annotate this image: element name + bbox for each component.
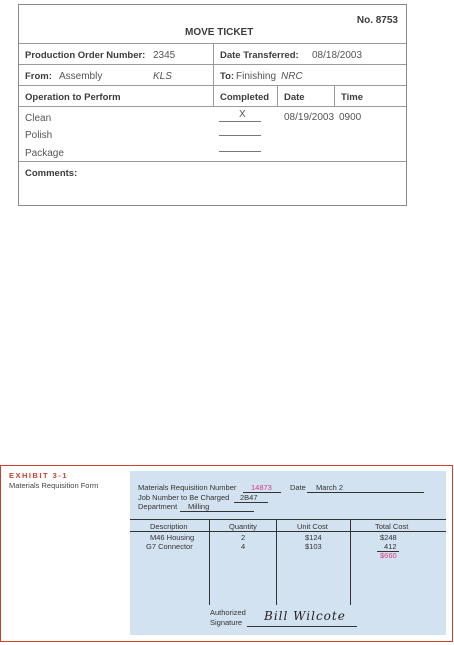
materials-requisition-form <box>130 471 446 635</box>
column-divider <box>276 519 277 605</box>
operation-date: 08/19/2003 <box>284 112 335 123</box>
operation-name: Package <box>25 148 64 159</box>
department-label: Department <box>138 502 178 511</box>
column-header-unit-cost: Unit Cost <box>297 522 328 531</box>
column-header-description: Description <box>150 522 188 531</box>
move-ticket <box>18 4 407 206</box>
from-code: KLS <box>153 71 172 82</box>
requisition-number-label: Materials Requisition Number <box>138 483 237 492</box>
department-line <box>180 511 254 512</box>
grand-total: $660 <box>380 551 397 560</box>
column-header-quantity: Quantity <box>229 522 257 531</box>
date-label: Date <box>290 483 306 492</box>
table-header-line <box>130 531 446 532</box>
comments-label: Comments: <box>25 168 78 179</box>
department-value: Milling <box>188 502 210 511</box>
to-code: NRC <box>281 71 303 82</box>
signature-line <box>247 626 357 627</box>
move-ticket-title: MOVE TICKET <box>185 27 254 38</box>
row-total-cost: $248 <box>380 533 397 542</box>
date-transferred-label: Date Transferred: <box>220 50 299 61</box>
to-value: Finishing <box>236 71 277 82</box>
authorized-label: Authorized <box>210 608 246 617</box>
date-transferred-value: 08/18/2003 <box>312 50 363 61</box>
from-label: From: <box>25 71 52 82</box>
column-divider <box>350 519 351 605</box>
operation-name: Clean <box>25 113 52 124</box>
date-header: Date <box>284 92 305 103</box>
production-order-label: Production Order Number: <box>25 50 146 61</box>
row-divider <box>19 161 406 162</box>
row-description: G7 Connector <box>146 542 193 551</box>
row-description: M46 Housing <box>150 533 195 542</box>
completed-blank <box>219 121 261 122</box>
row-unit-cost: $124 <box>305 533 322 542</box>
row-quantity: 2 <box>241 533 246 542</box>
job-number-label: Job Number to Be Charged <box>138 493 230 502</box>
date-line <box>307 492 424 493</box>
column-header-total-cost: Total Cost <box>375 522 409 531</box>
column-divider <box>277 85 278 106</box>
completed-header: Completed <box>220 92 270 103</box>
row-total-cost: 412 <box>384 542 397 551</box>
operation-name: Polish <box>25 130 53 141</box>
row-divider <box>19 106 406 107</box>
date-value: March 2 <box>316 483 344 492</box>
signature-label: Signature <box>210 618 243 627</box>
exhibit-label: EXHIBIT 3-1 <box>9 471 69 480</box>
table-top-line <box>130 519 446 520</box>
job-number-value: 2B47 <box>240 493 258 502</box>
row-quantity: 4 <box>241 542 246 551</box>
completed-blank <box>219 135 261 136</box>
time-header: Time <box>341 92 364 103</box>
operation-time: 0900 <box>339 112 362 123</box>
ticket-number: No. 8753 <box>356 15 398 26</box>
column-divider <box>334 85 335 106</box>
operation-completed: X <box>239 109 246 120</box>
completed-blank <box>219 151 261 152</box>
column-divider <box>213 43 214 85</box>
production-order-value: 2345 <box>153 50 176 61</box>
row-unit-cost: $103 <box>305 542 322 551</box>
exhibit-subtitle: Materials Requisition Form <box>9 481 99 490</box>
column-divider <box>213 85 214 106</box>
requisition-number-value: 14873 <box>251 483 272 492</box>
job-number-line <box>234 502 268 503</box>
authorized-signature: Bill Wilcote <box>264 609 346 623</box>
operation-header: Operation to Perform <box>25 92 121 103</box>
from-value: Assembly <box>59 71 103 82</box>
column-divider <box>209 519 210 605</box>
to-label: To: <box>220 71 235 82</box>
